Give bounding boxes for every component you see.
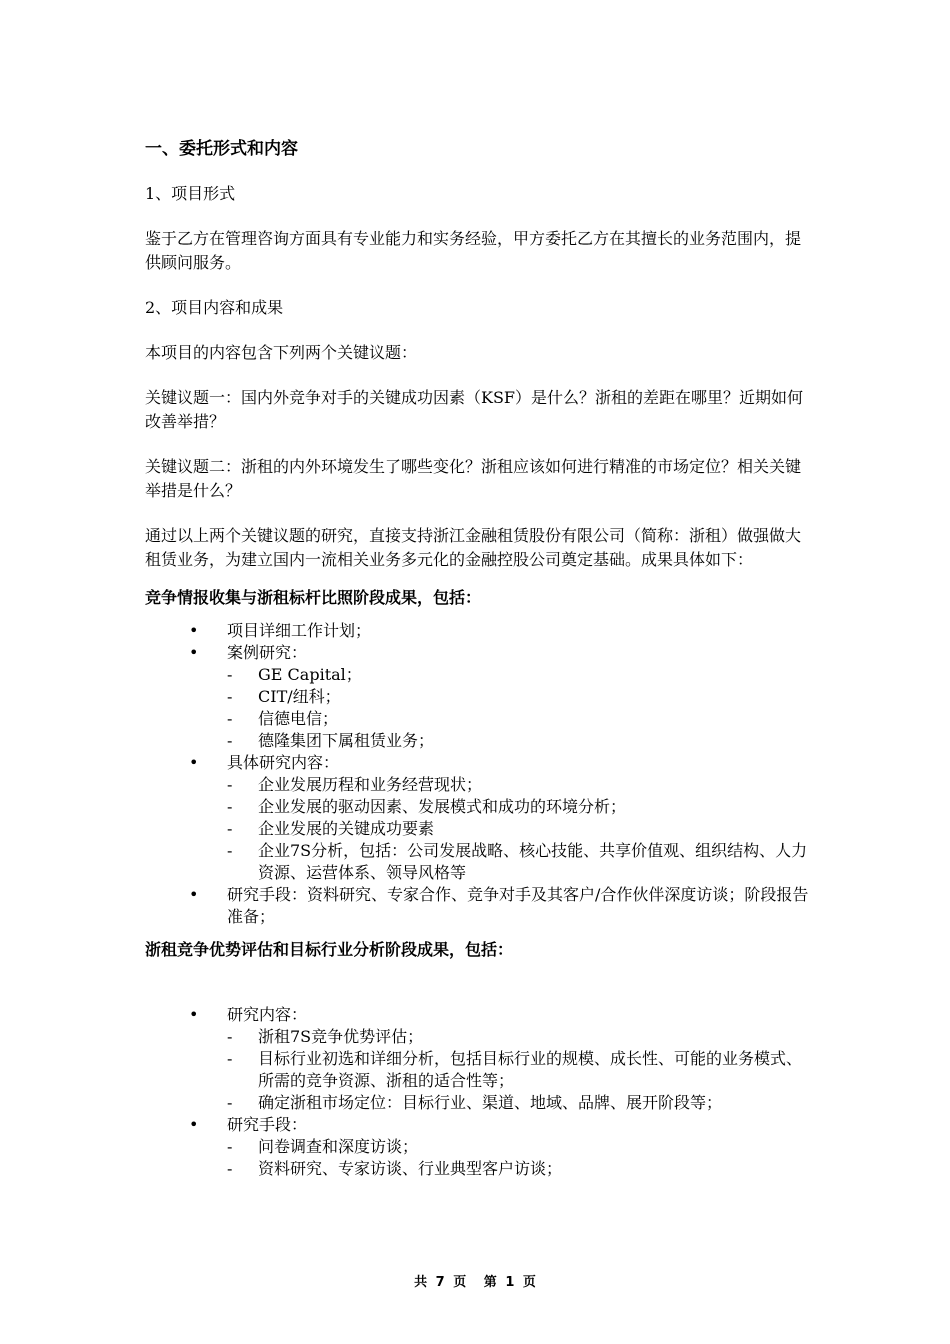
bullet-icon: • [189,1115,199,1134]
sub-list-item-label: CIT/纽科； [258,687,341,706]
list-item [145,1114,810,1180]
subheading-project-form: 1、项目形式 [145,184,236,203]
footer-total-prefix: 共 [414,1275,428,1290]
sub-list-item-label: 浙租7S竞争优势评估； [258,1027,424,1046]
sub-list-item-label: 信德电信； [258,709,339,728]
sub-list-item [227,686,810,708]
sub-list-item [227,730,810,752]
sub-list-item [227,1092,810,1114]
footer-current-prefix: 第 [483,1275,497,1290]
list-item-label: 研究手段： [227,1115,308,1134]
list-item-label: 研究手段：资料研究、专家合作、竞争对手及其客户/合作伙伴深度访谈；阶段报告准备； [227,885,809,926]
document-body [145,137,810,1180]
sub-list-item [227,708,810,730]
paragraph-key-issue-1: 关键议题一：国内外竞争对手的关键成功因素（KSF）是什么？浙租的差距在哪里？近期如何改善举措？ [145,388,804,431]
dash-icon: - [227,709,233,728]
bullet-icon: • [189,643,199,662]
sub-list-item [227,818,810,840]
list-item [145,1004,810,1114]
list-item-label: 具体研究内容： [227,753,340,772]
list-item [145,752,810,884]
section-heading: 一、委托形式和内容 [145,139,298,159]
section2-list [145,1004,810,1180]
sub-list-item [227,1158,810,1180]
paragraph-key-issues-intro: 本项目的内容包含下列两个关键议题： [145,343,418,362]
sub-list-item-label: 确定浙租市场定位：目标行业、渠道、地域、品牌、展开阶段等； [258,1093,723,1112]
section1-list [145,620,810,928]
dash-icon: - [227,841,233,860]
sub-list-item-label: 企业7S分析，包括：公司发展战略、核心技能、共享价值观、组织结构、人力资源、运营体系、领导风格等 [258,841,808,882]
bullet-icon: • [189,1005,199,1024]
sub-list-item [227,1026,810,1048]
sub-list-item [227,840,810,884]
bullet-icon: • [189,621,199,640]
list-item [145,620,810,642]
sub-list-item [227,796,810,818]
sub-list [227,774,810,884]
sub-list-item-label: 企业发展的驱动因素、发展模式和成功的环境分析； [258,797,627,816]
sub-list-item-label: GE Capital； [258,665,362,684]
list-item-label: 项目详细工作计划； [227,621,372,640]
dash-icon: - [227,1159,233,1178]
dash-icon: - [227,665,233,684]
bullet-icon: • [189,885,199,904]
sub-list-item-label: 问卷调查和深度访谈； [258,1137,419,1156]
sub-list-item-label: 德隆集团下属租赁业务； [258,731,435,750]
section2-title: 浙租竞争优势评估和目标行业分析阶段成果，包括： [145,940,514,959]
paragraph-results-intro: 通过以上两个关键议题的研究，直接支持浙江金融租赁股份有限公司（简称：浙租）做强做大租赁业务，为建立国内一流相关业务多元化的金融控股公司奠定基础。成果具体如下： [145,526,802,569]
sub-list [227,664,810,752]
dash-icon: - [227,1137,233,1156]
footer-current-suffix: 页 [522,1275,536,1290]
footer-total-pages: 7 [435,1275,445,1290]
dash-icon: - [227,797,233,816]
bullet-icon: • [189,753,199,772]
sub-list-item-label: 目标行业初选和详细分析，包括目标行业的规模、成长性、可能的业务模式、所需的竞争资源、浙租的适合性等； [258,1049,803,1090]
sub-list [227,1136,810,1180]
list-item-label: 研究内容： [227,1005,308,1024]
paragraph-project-form: 鉴于乙方在管理咨询方面具有专业能力和实务经验，甲方委托乙方在其擅长的业务范围内，提供顾问服务。 [145,229,802,272]
dash-icon: - [227,819,233,838]
sub-list [227,1026,810,1114]
list-item [145,884,810,928]
sub-list-item-label: 企业发展历程和业务经营现状； [258,775,483,794]
dash-icon: - [227,1049,233,1068]
sub-list-item-label: 资料研究、专家访谈、行业典型客户访谈； [258,1159,563,1178]
sub-list-item [227,1136,810,1158]
paragraph-key-issue-2: 关键议题二：浙租的内外环境发生了哪些变化？浙租应该如何进行精准的市场定位？相关关键举措是什么？ [145,457,802,500]
subheading-project-content: 2、项目内容和成果 [145,298,284,317]
dash-icon: - [227,1027,233,1046]
sub-list-item [227,664,810,686]
sub-list-item-label: 企业发展的关键成功要素 [258,819,435,838]
list-item [145,642,810,752]
section1-title: 竞争情报收集与浙租标杆比照阶段成果，包括： [145,588,482,607]
dash-icon: - [227,687,233,706]
footer-total-suffix: 页 [453,1275,467,1290]
dash-icon: - [227,1093,233,1112]
footer-current-page: 1 [505,1275,515,1290]
sub-list-item [227,1048,810,1092]
list-item-label: 案例研究： [227,643,308,662]
sub-list-item [227,774,810,796]
dash-icon: - [227,731,233,750]
dash-icon: - [227,775,233,794]
page-footer [0,1271,950,1290]
